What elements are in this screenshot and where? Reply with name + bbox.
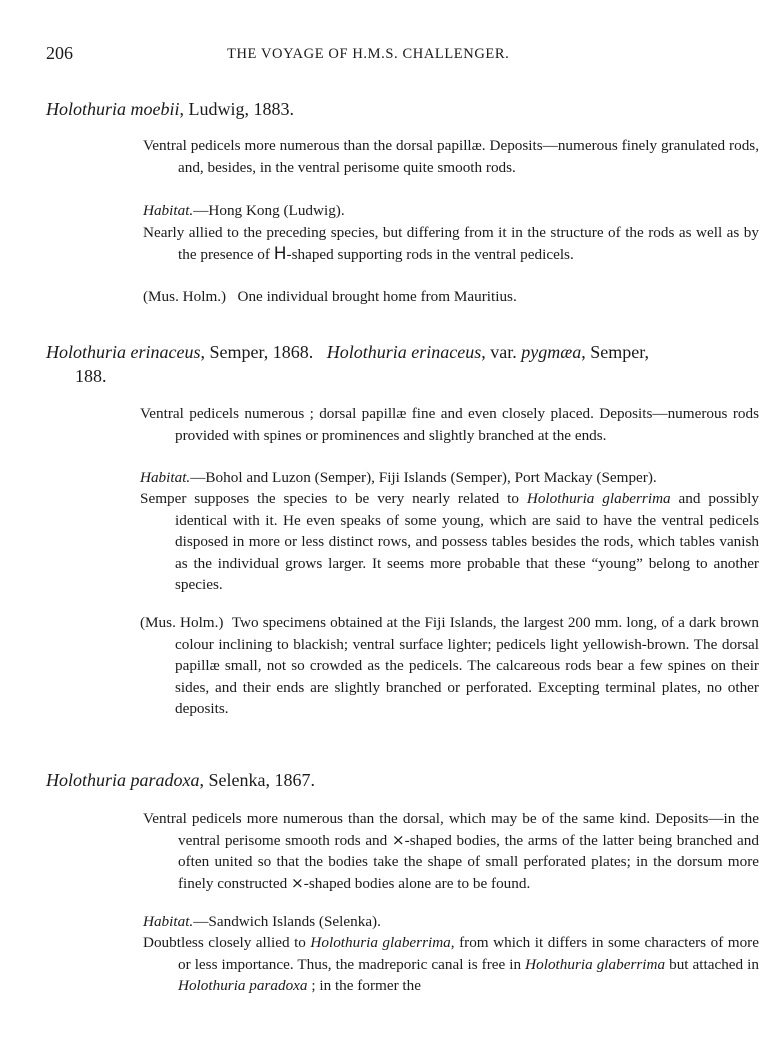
habitat-text: —Hong Kong (Ludwig). [193, 202, 345, 219]
species-authority: , Ludwig, 1883. [179, 99, 294, 119]
species-authority: , Selenka, 1867. [199, 770, 315, 790]
habitat-line [143, 911, 724, 933]
remarks-text: but attached in [665, 955, 759, 973]
museum-paragraph [140, 612, 759, 720]
description-paragraph: Ventral pedicels numerous ; dorsal papillæ fine and even closely placed. Deposits—numerous rods provided with spines or prominences and slightly branched at the ends. [140, 405, 759, 444]
remarks-text: Nearly allied to the preceding species, but differing from it in the structure of the rods as well as by the presence of [143, 224, 759, 263]
description-text: -shaped bodies alone are to be found. [303, 874, 531, 892]
species-authority: , Semper, 1868. [200, 342, 314, 362]
habitat-line [143, 200, 724, 222]
x-shape-symbol: × [291, 873, 304, 892]
x-shape-symbol: × [391, 830, 405, 849]
remarks-paragraph [143, 932, 759, 996]
species-reference: Holothuria glaberrima [526, 490, 671, 507]
habitat-line [140, 467, 730, 489]
remarks-text: and possibly identical with it. He even speaks of some young, which are said to have the ventral pedicels disposed in more or less distinct rows, and possess tables besides the rods, which tables vanish as the individual grows larger. It seems more probable that these “young” belong to another species. [175, 490, 759, 593]
species-heading [46, 342, 649, 363]
species-name: Holothuria paradoxa [46, 770, 200, 790]
species-reference: Holothuria glaberrima [310, 934, 451, 951]
synonym-authority: , Semper, [581, 342, 650, 362]
species-heading [46, 770, 315, 791]
species-reference: Holothuria glaberrima [525, 955, 666, 973]
species-name: Holothuria moebii [46, 99, 180, 119]
habitat-label: Habitat. [143, 202, 194, 219]
synonym-mid: , var. [481, 342, 522, 362]
description-text: -shaped bodies, the arms of the latter being branched and often united so that the bodies take the shape of small perforated plates; in the dorsum more finely constructed [178, 831, 759, 892]
species-name: Holothuria erinaceus [46, 342, 201, 362]
remarks-text: -shaped supporting rods in the ventral pedicels. [286, 245, 574, 263]
museum-label: (Mus. Holm.) [140, 614, 224, 631]
museum-text: One individual brought home from Mauritius. [237, 288, 517, 305]
habitat-text: —Sandwich Islands (Selenka). [193, 913, 381, 930]
museum-label: (Mus. Holm.) [143, 288, 227, 305]
museum-text: Two specimens obtained at the Fiji Islands, the largest 200 mm. long, of a dark brown colour inclining to blackish; ventral surface lighter; pedicels light yellowish-brown. The dorsal papillæ small, not so crowded as the pedicels. The calcareous rods bear a few spines on their sides, and their ends are slightly branched or perforated. Excepting terminal plates, no other deposits. [175, 614, 760, 717]
description-paragraph: Ventral pedicels more numerous than the dorsal papillæ. Deposits—numerous finely granulated rods, and, besides, in the ventral perisome quite smooth rods. [143, 137, 759, 176]
description-text: Ventral pedicels more numerous than the dorsal, which may be of the same kind. Deposits—in the ventral perisome smooth rods and [143, 810, 759, 849]
remarks-text: Doubtless closely allied to [143, 934, 311, 951]
remarks-text: , from which it differs in some characters of more or less importance. Thus, the madreporic canal is free in [178, 934, 759, 973]
h-shape-symbol: H [273, 243, 287, 264]
remarks-paragraph [143, 222, 759, 265]
species-reference: Holothuria paradoxa [178, 977, 308, 994]
remarks-paragraph [140, 488, 759, 596]
synonym-name: Holothuria erinaceus [326, 342, 482, 362]
synonym-variety: pygmæa [521, 342, 582, 362]
page-number: 206 [46, 43, 73, 63]
running-title: THE VOYAGE OF H.M.S. CHALLENGER. [227, 46, 510, 62]
remarks-text: Semper supposes the species to be very nearly related to [140, 490, 527, 507]
habitat-label: Habitat. [143, 913, 194, 930]
synonym-page: 188. [75, 366, 107, 386]
species-heading [46, 99, 294, 120]
habitat-label: Habitat. [140, 469, 191, 486]
remarks-text: ; in the former the [307, 977, 421, 994]
museum-line [143, 286, 724, 308]
habitat-text: —Bohol and Luzon (Semper), Fiji Islands (Semper), Port Mackay (Semper). [190, 469, 657, 486]
description-paragraph [143, 808, 759, 894]
